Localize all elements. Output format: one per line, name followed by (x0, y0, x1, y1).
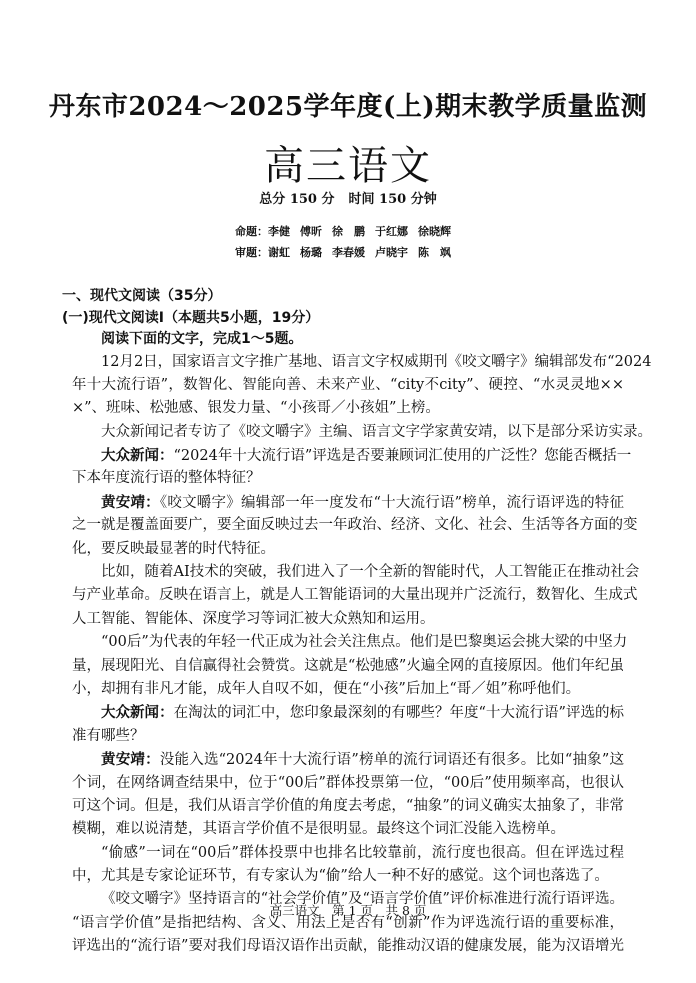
line-text: 年十大流行语”，数智化、智能向善、未来产业、“city不city”、硬控、“水灵灵地×× (72, 376, 624, 393)
line-text: 模糊，难以说清楚，其语言学价值不是很明显。最终这个词汇没能入选榜单。 (72, 821, 565, 838)
line-text: 小，却拥有非凡才能，成年人自叹不如，便在“小孩”后加上“哥／姐”称呼他们。 (72, 680, 581, 697)
staff-name: 傅昕 (300, 225, 322, 238)
line-text: ×”、班味、松弛感、银发力量、“小孩哥／小孩姐”上榜。 (72, 400, 440, 417)
line-text: 比如，随着AI技术的突破，我们进入了一个全新的智能时代，人工智能正在推动社会 (101, 564, 640, 581)
text-line (72, 748, 624, 771)
subject-title: 高三语文 (264, 143, 432, 189)
line-text: 个词，在网络调查结果中，位于“00后”群体投票第一位，“00后”使用频率高，也很认 (72, 774, 624, 791)
speaker-label: 大众新闻： (101, 447, 174, 465)
staff-name: 陈 飒 (418, 246, 451, 259)
text-line (72, 935, 624, 958)
text-line (72, 678, 624, 701)
staff-label: 命题： (235, 225, 268, 238)
score-time (0, 188, 696, 207)
paragraph (72, 491, 638, 561)
text-line (72, 865, 624, 888)
staff-name: 谢虹 (268, 246, 290, 259)
text-line (72, 491, 624, 514)
text-line (72, 374, 624, 397)
text-line (72, 538, 624, 561)
paragraph (72, 842, 624, 889)
text-line (72, 561, 640, 584)
line-text: 12月2日，国家语言文字推广基地、语言文字权威期刊《咬文嚼字》编辑部发布“2024 (101, 353, 652, 370)
staff-name: 于红娜 (375, 225, 408, 238)
document-body (62, 286, 652, 959)
line-text: “语言学价值”是指把结构、含义、用法上是否有“创新”作为评选流行语的重要标准， (72, 914, 624, 931)
text-line (72, 608, 624, 631)
text-line (72, 725, 624, 748)
speaker-label: 黄安靖： (101, 751, 160, 769)
staff-name: 杨璐 (300, 246, 322, 259)
speaker-label: 黄安靖： (101, 493, 160, 511)
authors-line (0, 223, 696, 239)
paragraph (72, 561, 640, 631)
line-text: 下本年度流行语的整体特征？ (72, 470, 261, 487)
text-line (72, 351, 652, 374)
text-line (72, 397, 624, 420)
instruction: 阅读下面的文字，完成1～5题。 (101, 331, 303, 347)
exam-title: 丹东市2024～2025学年度(上)期末教学质量监测 (48, 92, 648, 122)
line-text: 中，尤其是专家论证环节，有专家认为“偷”给人一种不好的感觉。这个词也落选了。 (72, 868, 609, 885)
staff-name: 李健 (268, 225, 290, 238)
line-text: 之一就是覆盖面要广，要全面反映过去一年政治、经济、文化、社会、生活等各方面的变 (72, 517, 638, 534)
text-line (72, 818, 624, 841)
paragraph (72, 631, 628, 701)
line-text: 在淘汰的词汇中，您印象最深刻的有哪些？年度“十大流行语”评选的标 (173, 705, 624, 722)
line-text: “偷感”一词在“00后”群体投票中也排名比较靠前，流行度也很高。但在评选过程 (101, 844, 624, 861)
staff-name: 卢晓宇 (375, 246, 408, 259)
text-line (72, 421, 652, 444)
line-text: 评选出的“流行语”要对我们母语汉语作出贡献，能推动汉语的健康发展，能为汉语增光 (72, 938, 624, 955)
line-text: 与产业革命。反映在语言上，就是人工智能语词的大量出现并广泛流行，数智化、生成式 (72, 587, 638, 604)
staff-name: 李春媛 (332, 246, 365, 259)
paragraph (72, 748, 624, 842)
text-line (72, 467, 624, 490)
text-line (72, 795, 624, 818)
staff-name: 徐晓辉 (418, 225, 451, 238)
section-heading: 一、现代文阅读（35分） (62, 288, 222, 304)
paragraph (72, 888, 624, 958)
text-line (72, 701, 624, 724)
line-text: “2024年十大流行语”评选是否要兼顾词汇使用的广泛性？您能否概括一 (173, 448, 632, 465)
line-text: 准有哪些？ (72, 727, 145, 744)
exam-time: 时间 150 分钟 (348, 192, 437, 207)
line-text: 化，要反映最显著的时代特征。 (72, 540, 275, 557)
line-text: 人工智能、智能体、深度学习等词汇被大众熟知和运用。 (72, 610, 435, 627)
staff-name: 徐 鹏 (332, 225, 365, 238)
line-text: 大众新闻记者专访了《咬文嚼字》主编、语言文字学家黄安靖，以下是部分采访实录。 (101, 423, 652, 440)
passage (72, 351, 652, 959)
line-text: 没能入选“2024年十大流行语”榜单的流行词语还有很多。比如“抽象”这 (159, 752, 624, 769)
page-footer: 高三语文 第 1 页 共 8 页 (269, 903, 427, 918)
speaker-label: 大众新闻： (101, 704, 174, 722)
text-line (72, 631, 628, 654)
paragraph (72, 421, 652, 444)
line-text: 《咬文嚼字》坚持语言的“社会学价值”及“语言学价值”评价标准进行流行语评选。 (101, 891, 624, 908)
text-line (72, 842, 624, 865)
line-text: “00后”为代表的年轻一代正成为社会关注焦点。他们是巴黎奥运会挑大梁的中坚力 (101, 634, 628, 651)
text-line (72, 514, 638, 537)
text-line (72, 772, 624, 795)
line-text: 量，展现阳光、自信赢得社会赞赏。这就是“松弛感”火遍全网的直接原因。他们年纪虽 (72, 657, 624, 674)
line-text: 可这个词。但是，我们从语言学价值的角度去考虑，“抽象”的词义确实太抽象了，非常 (72, 797, 624, 814)
paragraph (72, 444, 632, 491)
paragraph (72, 351, 652, 421)
staff-label: 审题： (235, 246, 268, 259)
line-text: 《咬文嚼字》编辑部一年一度发布“十大流行语”榜单，流行语评选的特征 (159, 494, 625, 511)
text-line (72, 444, 632, 467)
paragraph (72, 701, 624, 748)
reviewers-line (0, 244, 696, 260)
subsection-heading: (一)现代文阅读Ⅰ（本题共5小题，19分） (62, 309, 320, 326)
total-score: 总分 150 分 (259, 192, 335, 207)
text-line (72, 655, 624, 678)
text-line (72, 584, 638, 607)
